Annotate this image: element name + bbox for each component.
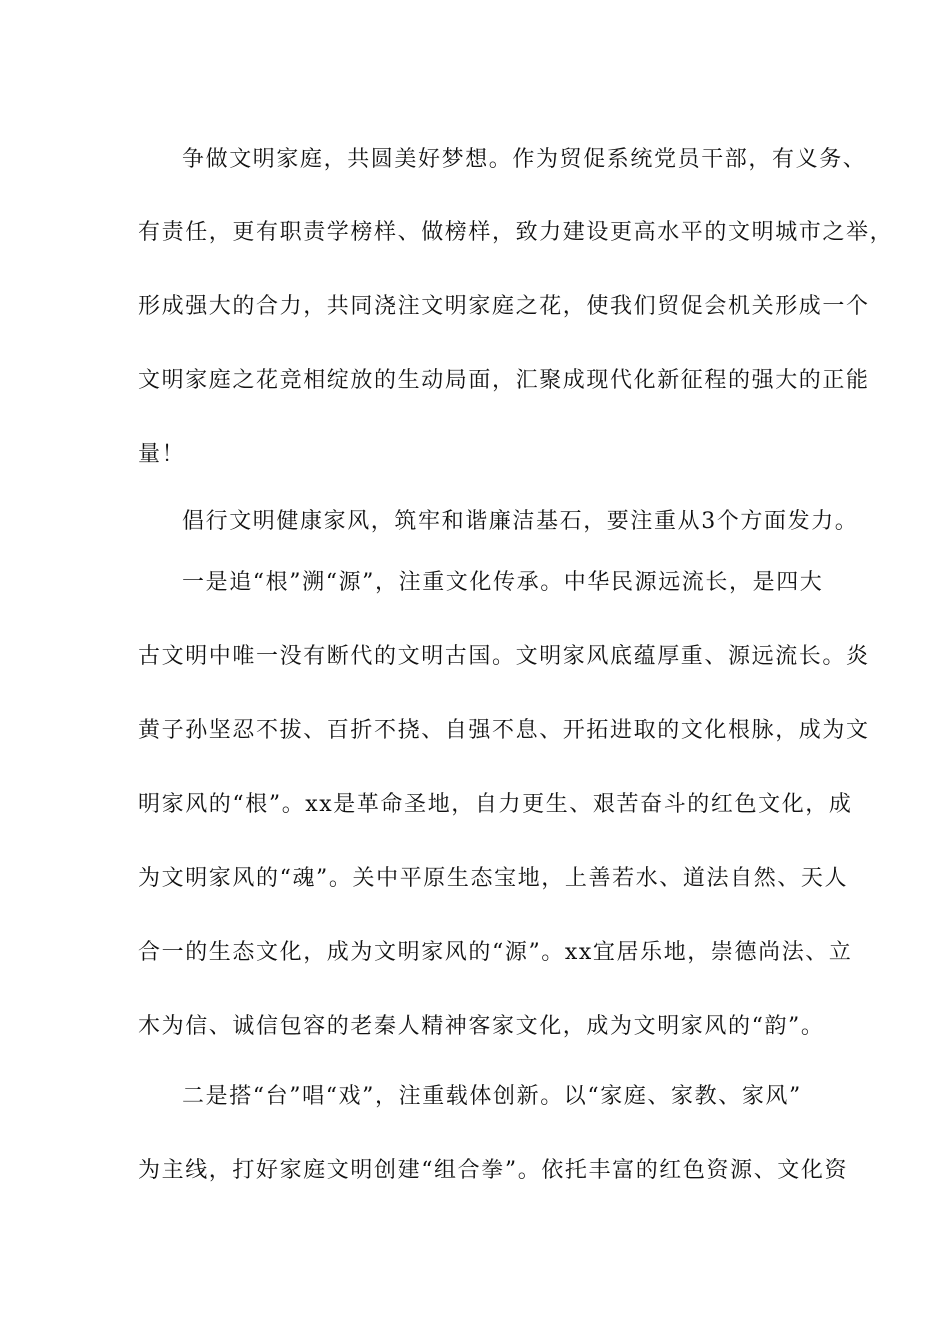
paragraph-2-line-1: 倡行文明健康家风，筑牢和谐廉洁基石，要注重从3个方面发力。 [182,509,859,534]
paragraph-4-line-2: 为主线，打好家庭文明创建“组合拳”。依托丰富的红色资源、文化资 [138,1158,849,1183]
paragraph-1-line-2: 有责任，更有职责学榜样、做榜样，致力建设更高水平的文明城市之举， [138,220,894,245]
paragraph-3-line-2: 古文明中唯一没有断代的文明古国。文明家风底蕴厚重、源远流长。炎 [138,644,870,669]
paragraph-1-line-4: 文明家庭之花竞相绽放的生动局面，汇聚成现代化新征程的强大的正能 [138,368,870,393]
paragraph-3-line-1: 一是追“根”溯“源”，注重文化传承。中华民源远流长，是四大 [182,570,824,595]
paragraph-1-line-3: 形成强大的合力，共同浇注文明家庭之花，使我们贸促会机关形成一个 [138,294,870,319]
paragraph-3-line-7: 木为信、诚信包容的老秦人精神客家文化，成为文明家风的“韵”。 [138,1014,825,1039]
paragraph-3-line-5: 为文明家风的“魂”。关中平原生态宝地，上善若水、道法自然、天人 [138,866,849,891]
paragraph-3-line-6: 合一的生态文化，成为文明家风的“源”。xx宜居乐地，崇德尚法、立 [138,940,853,965]
paragraph-4-line-1: 二是搭“台”唱“戏”，注重载体创新。以“家庭、家教、家风” [182,1084,802,1109]
paragraph-1-line-5: 量！ [138,442,186,467]
paragraph-3-line-3: 黄子孙坚忍不拔、百折不挠、自强不息、开拓进取的文化根脉，成为文 [138,718,870,743]
paragraph-3-line-4: 明家风的“根”。xx是革命圣地，自力更生、艰苦奋斗的红色文化，成 [138,792,853,817]
paragraph-1-line-1: 争做文明家庭，共圆美好梦想。作为贸促系统党员干部，有义务、 [182,147,867,172]
